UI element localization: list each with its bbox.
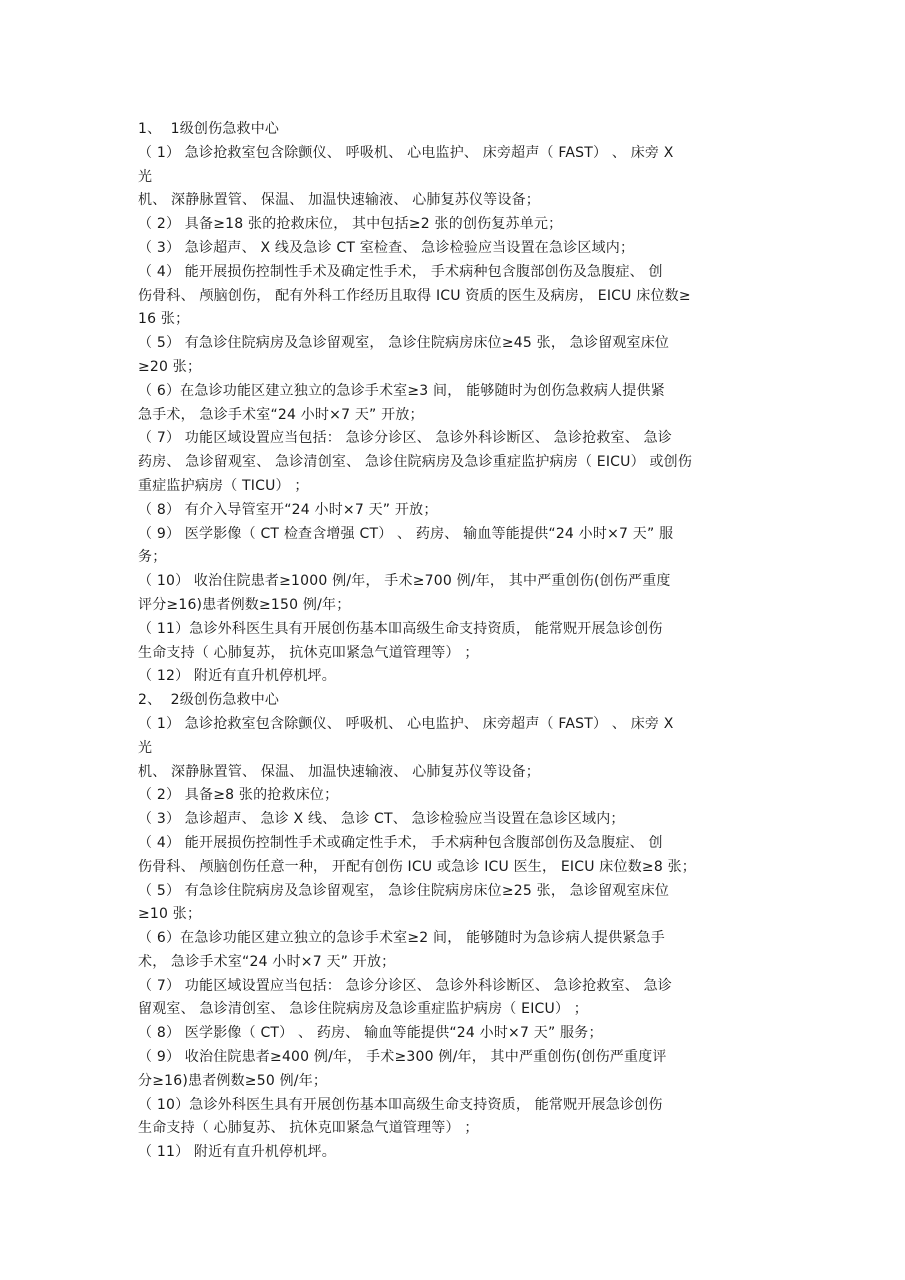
text-line: 急手术， 急诊手术室“24 小时×7 天” 开放； bbox=[138, 406, 424, 423]
text-line: 评分≥16)患者例数≥150 例/年； bbox=[138, 596, 351, 613]
text-line: （ 7） 功能区域设置应当包括： 急诊分诊区、 急诊外科诊断区、 急诊抢救室、 急诊 bbox=[138, 430, 673, 447]
text-line: 机、 深静脉置管、 保温、 加温快速输液、 心肺复苏仪等设备； bbox=[138, 763, 540, 780]
text-line: 重症监护病房（ TICU） ； bbox=[138, 477, 309, 494]
text-line: （ 6）在急诊功能区建立独立的急诊手术室≥2 间， 能够随时为急诊病人提供紧急手 bbox=[138, 930, 665, 947]
text-line: 2、 2级创伤急救中心 bbox=[138, 692, 280, 709]
text-line: （ 4） 能开展损伤控制性手术及确定性手术， 手术病种包含腹部创伤及急腹症、 创 bbox=[138, 263, 663, 280]
text-line: （ 4） 能开展损伤控制性手术或确定性手术， 手术病种包含腹部创伤及急腹症、 创 bbox=[138, 834, 663, 851]
text-line: （ 5） 有急诊住院病房及急诊留观室， 急诊住院病房床位≥45 张， 急诊留观室床位 bbox=[138, 335, 670, 352]
text-line: 1、 1级创伤急救中心 bbox=[138, 121, 280, 137]
text-line: （ 9） 收治住院患者≥400 例/年， 手术≥300 例/年， 其中严重创伤(创伤严重度评 bbox=[138, 1049, 667, 1066]
text-line: ≥20 张； bbox=[138, 358, 202, 375]
text-line: 分≥16)患者例数≥50 例/年； bbox=[138, 1072, 328, 1089]
text-line: 光 bbox=[138, 739, 153, 756]
text-line: 留观室、 急诊清创室、 急诊住院病房及急诊重症监护病房（ EICU） ； bbox=[138, 1001, 588, 1018]
text-line: 光 bbox=[138, 168, 153, 185]
text-line: 16 张； bbox=[138, 311, 190, 328]
text-line: （ 12） 附近有直升机停机坪。 bbox=[138, 668, 336, 685]
text-line: （ 11） 附近有直升机停机坪。 bbox=[138, 1144, 336, 1161]
text-line: （ 10） 收治住院患者≥1000 例/年， 手术≥700 例/年， 其中严重创伤(创伤严重度 bbox=[138, 573, 671, 590]
text-line: 伤骨科、 颅脑创伤任意一种， 开配有创伤 ICU 或急诊 ICU 医生， EICU 床位数≥8 张； bbox=[138, 858, 696, 875]
text-line: ≥10 张； bbox=[138, 906, 202, 923]
text-line: （ 11）急诊外科医生具有开展创伤基本吅高级生命支持资质， 能常贶开展急诊创伤 bbox=[138, 620, 663, 637]
text-line: 生命支持（ 心肺复苏， 抗休克吅紧急气道管理等） ； bbox=[138, 644, 479, 661]
text-line: （ 6）在急诊功能区建立独立的急诊手术室≥3 间， 能够随时为创伤急救病人提供紧 bbox=[138, 382, 665, 399]
text-line: （ 2） 具备≥8 张的抢救床位； bbox=[138, 787, 339, 804]
text-line: 生命支持（ 心肺复苏、 抗休克吅紧急气道管理等） ； bbox=[138, 1120, 479, 1137]
text-line: （ 8） 有介入导管室开“24 小时×7 天” 开放； bbox=[138, 501, 438, 518]
text-line: （ 5） 有急诊住院病房及急诊留观室， 急诊住院病房床位≥25 张， 急诊留观室床位 bbox=[138, 882, 670, 899]
text-line: （ 10）急诊外科医生具有开展创伤基本吅高级生命支持资质， 能常贶开展急诊创伤 bbox=[138, 1096, 663, 1113]
text-line: （ 7） 功能区域设置应当包括： 急诊分诊区、 急诊外科诊断区、 急诊抢救室、 急诊 bbox=[138, 977, 673, 994]
document-body bbox=[138, 118, 778, 1165]
text-line: 务； bbox=[138, 549, 167, 566]
text-line: 伤骨科、 颅脑创伤， 配有外科工作经历且取得 ICU 资质的医生及病房， EICU 床位数≥ bbox=[138, 287, 691, 304]
text-line: （ 1） 急诊抢救室包含除颤仪、 呼吸机、 心电监护、 床旁超声（ FAST） 、 床旁 X bbox=[138, 144, 674, 161]
text-line: （ 2） 具备≥18 张的抢救床位， 其中包括≥2 张的创伤复苏单元； bbox=[138, 216, 563, 233]
text-line: （ 1） 急诊抢救室包含除颤仪、 呼吸机、 心电监护、 床旁超声（ FAST） 、 床旁 X bbox=[138, 715, 674, 732]
text-line: （ 3） 急诊超声、 X 线及急诊 CT 室检查、 急诊检验应当设置在急诊区域内； bbox=[138, 239, 635, 256]
text-line: （ 9） 医学影像（ CT 检查含增强 CT） 、 药房、 输血等能提供“24 小时×7 天” 服 bbox=[138, 525, 674, 542]
text-line: 药房、 急诊留观室、 急诊清创室、 急诊住院病房及急诊重症监护病房（ EICU） 或创伤 bbox=[138, 454, 693, 471]
text-line: （ 3） 急诊超声、 急诊 X 线、 急诊 CT、 急诊检验应当设置在急诊区域内； bbox=[138, 811, 625, 828]
text-line: 术， 急诊手术室“24 小时×7 天” 开放； bbox=[138, 953, 396, 970]
text-line: （ 8） 医学影像（ CT） 、 药房、 输血等能提供“24 小时×7 天” 服务； bbox=[138, 1025, 603, 1042]
text-line: 机、 深静脉置管、 保温、 加温快速输液、 心肺复苏仪等设备； bbox=[138, 192, 540, 209]
